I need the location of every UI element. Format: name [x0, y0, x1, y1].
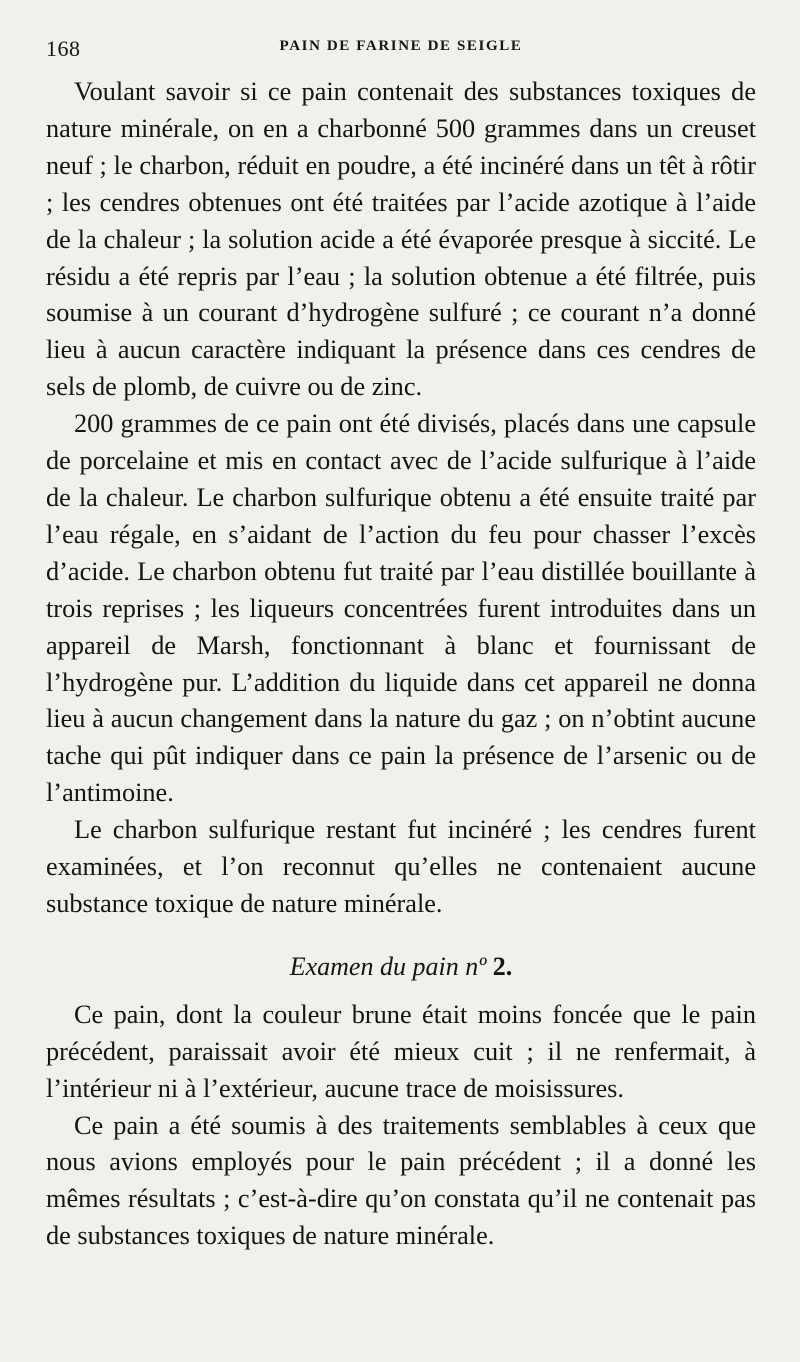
section-heading-text: Examen du pain nº: [289, 951, 487, 981]
paragraph-2: 200 grammes de ce pain ont été divisés, placés dans une capsule de porcelaine et mis en contact avec de l’acide sulfurique à l’aide de la chaleur. Le charbon sulfurique obtenu a été ensuite traité par l’eau régale, en s’aidant de l’action du feu pour chasser l’excès d’acide. Le charbon obtenu fut traité par l’eau distillée bouillante à trois reprises ; les liqueurs concentrées furent introduites dans un appareil de Marsh, fonctionnant à blanc et fournissant de l’hydrogène pur. L’addition du liquide dans cet appareil ne donna lieu à aucun changement dans la nature du gaz ; on n’obtint aucune tache qui pût indiquer dans ce pain la présence de l’arsenic ou de l’antimoine.: [46, 409, 756, 808]
paragraph-5: Ce pain a été soumis à des traitements semblables à ceux que nous avions employés pour le pain précédent ; il a donné les mêmes résultats ; c’est-à-dire qu’on constata qu’il ne contenait pas de substances toxiques de nature minérale.: [46, 1110, 756, 1251]
section-heading: [46, 949, 756, 985]
running-head: PAIN DE FARINE DE SEIGLE: [279, 38, 523, 54]
page-header: [46, 30, 756, 64]
paragraph-3: Le charbon sulfurique restant fut incinéré ; les cendres furent examinées, et l’on reconnut qu’elles ne contenaient aucune substance toxique de nature minérale.: [46, 815, 756, 918]
page-number: 168: [46, 36, 81, 61]
section-heading-number: 2.: [492, 951, 513, 981]
paragraph-4: Ce pain, dont la couleur brune était moins foncée que le pain précédent, paraissait avoir été mieux cuit ; il ne renfermait, à l’intérieur ni à l’extérieur, aucune trace de moisissures.: [46, 999, 756, 1103]
paragraph-1: Voulant savoir si ce pain contenait des substances toxiques de nature minérale, on en a charbonné 500 grammes dans un creuset neuf ; le charbon, réduit en poudre, a été incinéré dans un têt à rôtir ; les cendres obtenues ont été traitées par l’acide azotique à l’aide de la chaleur ; la solution acide a été évaporée presque à siccité. Le résidu a été repris par l’eau ; la solution obtenue a été filtrée, puis soumise à un courant d’hydrogène sulfuré ; ce courant n’a donné lieu à aucun caractère indiquant la présence dans ces cendres de sels de plomb, de cuivre ou de zinc.: [46, 77, 756, 402]
main-text: [46, 74, 756, 1255]
